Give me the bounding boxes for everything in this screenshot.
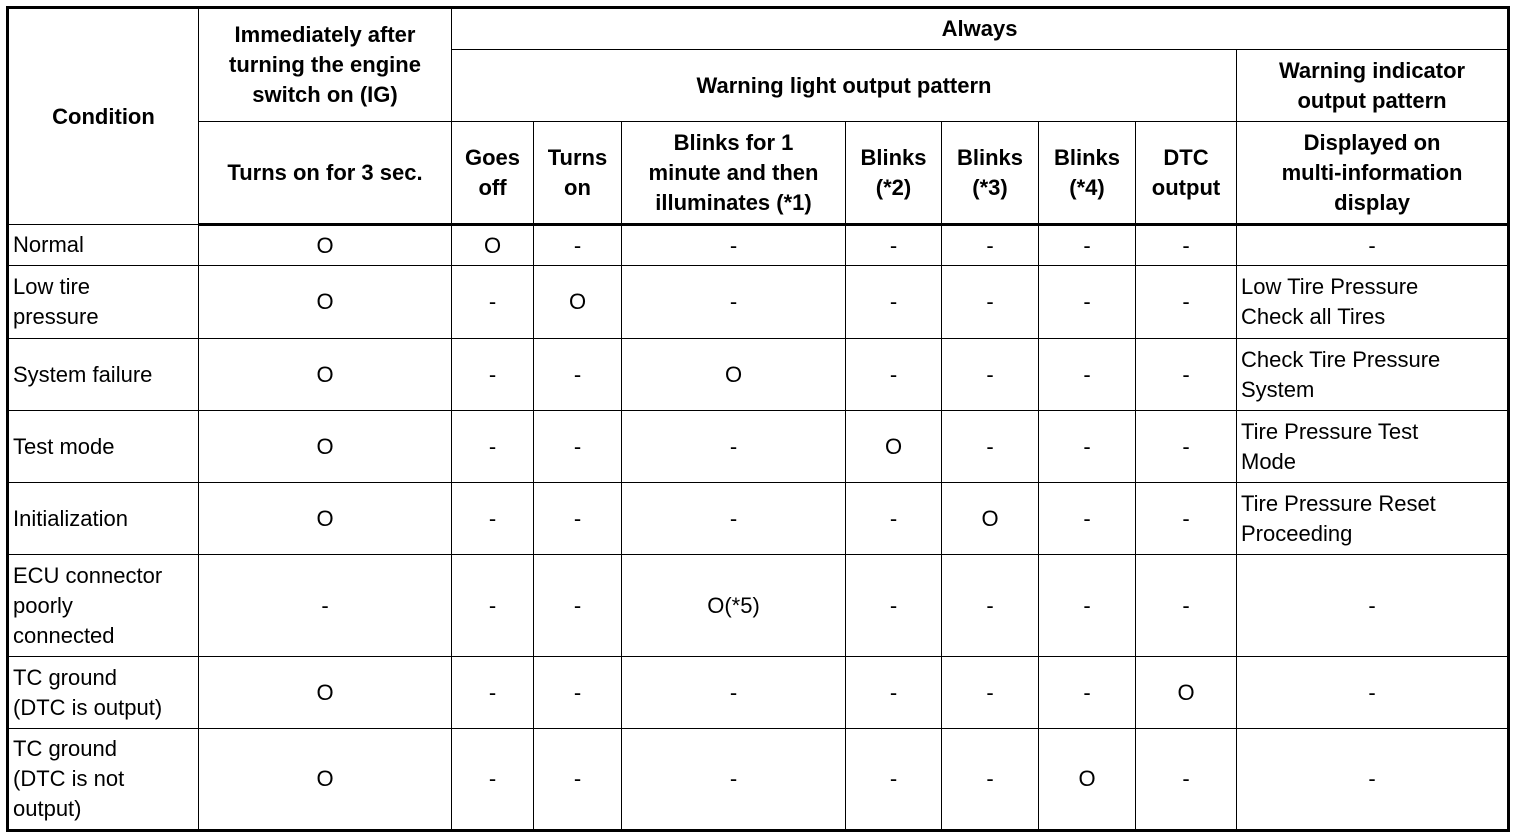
header-blinks-1min: Blinks for 1 minute and then illuminates (*1) [622, 122, 846, 225]
cell-blinks-1min: O [622, 339, 846, 411]
cell-goes-off: - [452, 657, 534, 729]
cell-display: - [1237, 225, 1509, 266]
cell-turns-on: - [534, 411, 622, 483]
cell-display: - [1237, 729, 1509, 831]
cell-blinks-1min: - [622, 483, 846, 555]
cell-ig: O [199, 339, 452, 411]
header-goes-off: Goes off [452, 122, 534, 225]
cell-blinks-4: - [1039, 411, 1136, 483]
cell-blinks-4: - [1039, 225, 1136, 266]
cell-turns-on: - [534, 555, 622, 657]
row-condition: Initialization [8, 483, 199, 555]
cell-blinks-3: - [942, 411, 1039, 483]
cell-ig: O [199, 225, 452, 266]
header-dtc-output: DTC output [1136, 122, 1237, 225]
cell-blinks-3: - [942, 266, 1039, 339]
cell-blinks-4: - [1039, 266, 1136, 339]
cell-blinks-2: - [846, 555, 942, 657]
cell-blinks-3: - [942, 555, 1039, 657]
cell-blinks-2: - [846, 657, 942, 729]
header-ig-turns-on: Turns on for 3 sec. [199, 122, 452, 225]
header-warning-light-pattern: Warning light output pattern [452, 50, 1237, 122]
cell-display: - [1237, 555, 1509, 657]
cell-ig: O [199, 483, 452, 555]
cell-blinks-3: - [942, 729, 1039, 831]
row-condition: Low tire pressure [8, 266, 199, 339]
cell-blinks-1min: - [622, 225, 846, 266]
header-blinks-4: Blinks (*4) [1039, 122, 1136, 225]
cell-dtc: O [1136, 657, 1237, 729]
row-condition: System failure [8, 339, 199, 411]
cell-blinks-3: - [942, 339, 1039, 411]
header-displayed-on-mid: Displayed on multi-information display [1237, 122, 1509, 225]
cell-blinks-3: - [942, 657, 1039, 729]
cell-turns-on: - [534, 225, 622, 266]
cell-goes-off: O [452, 225, 534, 266]
cell-goes-off: - [452, 483, 534, 555]
cell-ig: - [199, 555, 452, 657]
row-condition: ECU connector poorly connected [8, 555, 199, 657]
row-condition: TC ground (DTC is not output) [8, 729, 199, 831]
cell-dtc: - [1136, 555, 1237, 657]
header-ig-group: Immediately after turning the engine switch on (IG) [199, 8, 452, 122]
cell-display: Check Tire Pressure System [1237, 339, 1509, 411]
header-always: Always [452, 8, 1509, 50]
cell-blinks-1min: - [622, 657, 846, 729]
row-condition: Test mode [8, 411, 199, 483]
cell-display: Tire Pressure Reset Proceeding [1237, 483, 1509, 555]
cell-goes-off: - [452, 266, 534, 339]
cell-blinks-4: - [1039, 555, 1136, 657]
table-row [8, 555, 1509, 657]
cell-goes-off: - [452, 339, 534, 411]
cell-goes-off: - [452, 411, 534, 483]
cell-ig: O [199, 411, 452, 483]
cell-blinks-4: - [1039, 483, 1136, 555]
cell-blinks-1min: O(*5) [622, 555, 846, 657]
header-blinks-3: Blinks (*3) [942, 122, 1039, 225]
cell-dtc: - [1136, 266, 1237, 339]
table-row [8, 483, 1509, 555]
cell-blinks-4: - [1039, 657, 1136, 729]
cell-blinks-1min: - [622, 729, 846, 831]
table-row [8, 411, 1509, 483]
cell-ig: O [199, 266, 452, 339]
cell-turns-on: - [534, 339, 622, 411]
cell-ig: O [199, 657, 452, 729]
table-row [8, 225, 1509, 266]
cell-blinks-1min: - [622, 411, 846, 483]
header-blinks-2: Blinks (*2) [846, 122, 942, 225]
table-row [8, 339, 1509, 411]
cell-blinks-2: - [846, 339, 942, 411]
cell-blinks-2: - [846, 225, 942, 266]
cell-blinks-2: - [846, 483, 942, 555]
row-condition: TC ground (DTC is output) [8, 657, 199, 729]
cell-dtc: - [1136, 483, 1237, 555]
table-row [8, 729, 1509, 831]
cell-turns-on: - [534, 657, 622, 729]
cell-display: Tire Pressure Test Mode [1237, 411, 1509, 483]
cell-display: Low Tire Pressure Check all Tires [1237, 266, 1509, 339]
cell-goes-off: - [452, 555, 534, 657]
cell-blinks-2: O [846, 411, 942, 483]
cell-dtc: - [1136, 729, 1237, 831]
row-condition: Normal [8, 225, 199, 266]
cell-dtc: - [1136, 339, 1237, 411]
cell-blinks-4: - [1039, 339, 1136, 411]
cell-blinks-4: O [1039, 729, 1136, 831]
table-row [8, 266, 1509, 339]
cell-blinks-3: O [942, 483, 1039, 555]
cell-goes-off: - [452, 729, 534, 831]
header-warning-indicator-pattern: Warning indicator output pattern [1237, 50, 1509, 122]
cell-dtc: - [1136, 411, 1237, 483]
cell-dtc: - [1136, 225, 1237, 266]
header-condition: Condition [8, 8, 199, 225]
cell-blinks-3: - [942, 225, 1039, 266]
cell-blinks-2: - [846, 266, 942, 339]
cell-turns-on: O [534, 266, 622, 339]
cell-display: - [1237, 657, 1509, 729]
cell-turns-on: - [534, 483, 622, 555]
cell-blinks-1min: - [622, 266, 846, 339]
cell-blinks-2: - [846, 729, 942, 831]
cell-turns-on: - [534, 729, 622, 831]
cell-ig: O [199, 729, 452, 831]
header-turns-on: Turns on [534, 122, 622, 225]
table-row [8, 657, 1509, 729]
tpms-output-pattern-table [6, 6, 1510, 832]
